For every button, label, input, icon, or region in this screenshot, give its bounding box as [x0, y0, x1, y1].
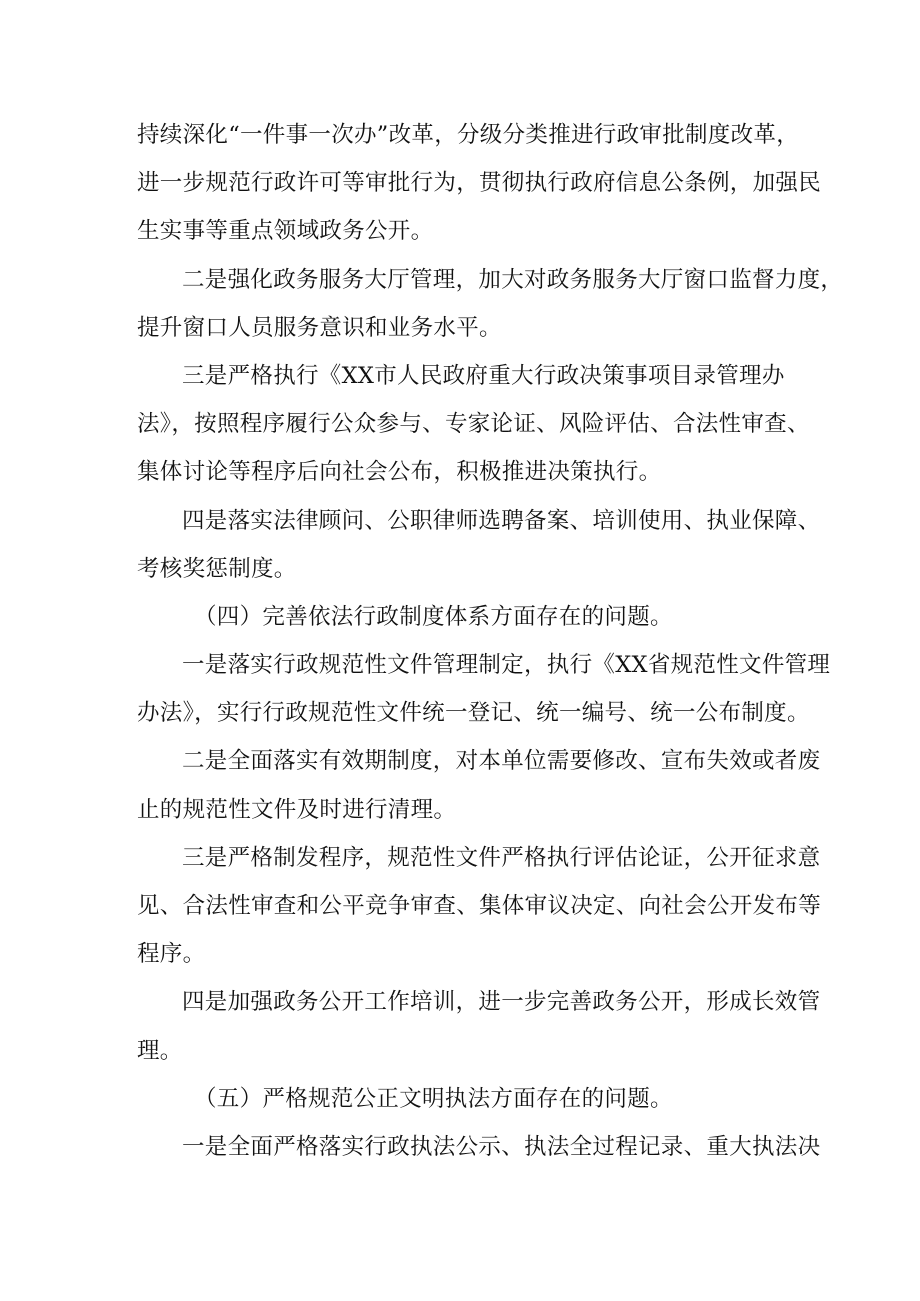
text-line: 一是落实行政规范性文件管理制定，执行《XX省规范性文件管理 [182, 652, 831, 679]
text-line: 四是落实法律顾问、公职律师选聘备案、培训使用、执业保障、 [182, 507, 821, 534]
document-body [137, 111, 844, 1171]
text-line: 集体讨论等程序后向社会公布，积极推进决策执行。 [137, 459, 662, 486]
paragraph [137, 834, 822, 979]
paragraph [137, 497, 821, 593]
paragraph-continued [137, 111, 822, 256]
text-line: 二是强化政务服务大厅管理，加大对政务服务大厅窗口监督力度， [182, 266, 844, 293]
text-line: 三是严格制发程序，规范性文件严格执行评估论证，公开征求意 [182, 844, 821, 871]
paragraph [137, 978, 821, 1074]
section-heading [137, 593, 797, 641]
paragraph [137, 1123, 821, 1171]
paragraph [137, 737, 821, 833]
text-line: 程序。 [137, 941, 206, 968]
text-line: 止的规范性文件及时进行清理。 [137, 796, 457, 823]
text-line: 见、合法性审查和公平竞争审查、集体审议决定、向社会公开发布等 [137, 893, 822, 919]
text-line: 二是全面落实有效期制度，对本单位需要修改、宣布失效或者废 [182, 748, 821, 775]
text-line: 法》，按照程序履行公众参与、专家论证、风险评估、合法性审查、 [137, 411, 810, 438]
text-line: 理。 [137, 1037, 183, 1064]
heading-line: （五）严格规范公正文明执法方面存在的问题。 [194, 1085, 673, 1112]
text-line: 持续深化“一件事一次办”改革，分级分类推进行政审批制度改革， [137, 122, 800, 148]
section-heading [137, 1075, 797, 1123]
paragraph [137, 256, 844, 352]
heading-line: （四）完善依法行政制度体系方面存在的问题。 [194, 603, 673, 630]
paragraph [137, 352, 810, 497]
text-line: 提升窗口人员服务意识和业务水平。 [137, 314, 502, 341]
text-line: 办法》，实行行政规范性文件统一登记、统一编号、统一公布制度。 [137, 700, 810, 727]
text-line: 一是全面严格落实行政执法公示、执法全过程记录、重大执法决 [182, 1133, 821, 1160]
text-line: 三是严格执行《XX市人民政府重大行政决策事项目录管理办 [182, 362, 785, 389]
text-line: 考核奖惩制度。 [137, 555, 297, 582]
text-line: 进一步规范行政许可等审批行为，贯彻执行政府信息公条例，加强民 [137, 170, 822, 197]
text-line: 生实事等重点领域政务公开。 [137, 218, 434, 245]
text-line: 四是加强政务公开工作培训，进一步完善政务公开，形成长效管 [182, 989, 821, 1016]
paragraph [137, 641, 831, 737]
